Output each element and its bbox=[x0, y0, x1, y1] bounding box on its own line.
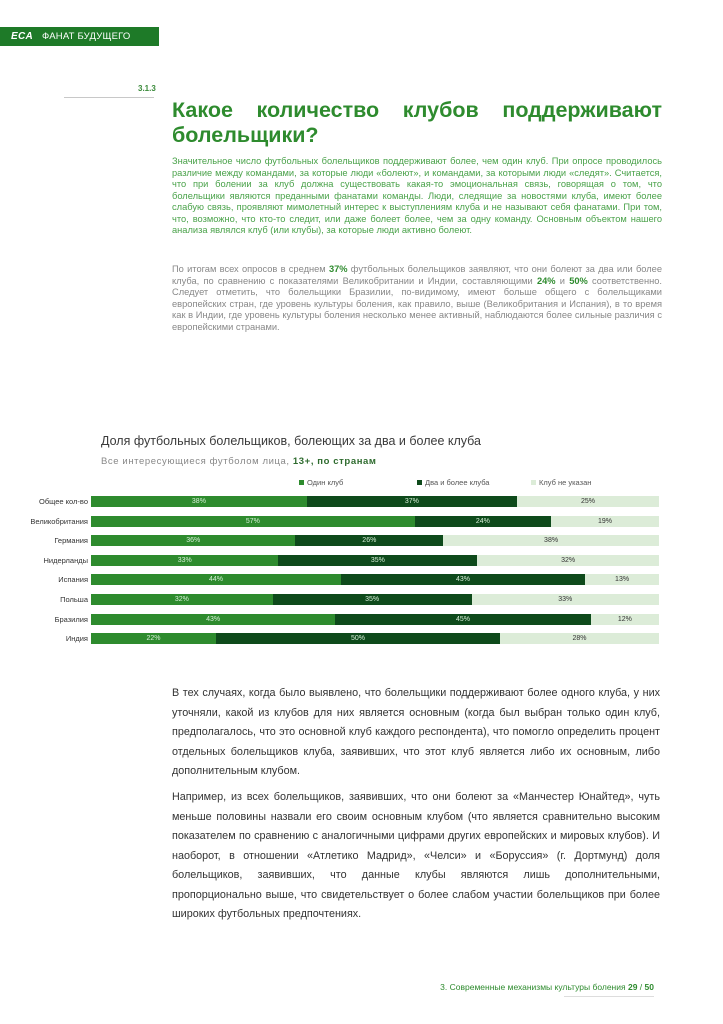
data-label: 28% bbox=[572, 635, 587, 643]
bar-segment-3 bbox=[472, 594, 659, 605]
category-label: Общее кол-во bbox=[39, 497, 88, 506]
data-label: 36% bbox=[186, 537, 201, 545]
chart-row bbox=[0, 535, 723, 547]
chart-row bbox=[0, 633, 723, 645]
bar-segment-1 bbox=[91, 535, 295, 546]
data-label: 37% bbox=[404, 498, 419, 505]
legend-item-3 bbox=[531, 478, 591, 487]
data-label: 57% bbox=[245, 517, 260, 525]
page-footer: 3. Современные механизмы культуры боления 29 / 50 bbox=[440, 982, 654, 992]
legend-item-2 bbox=[417, 478, 489, 487]
bar-segment-2 bbox=[216, 633, 500, 644]
data-label: 25% bbox=[580, 498, 595, 505]
section-divider bbox=[64, 97, 154, 98]
chart-row bbox=[0, 516, 723, 528]
chart-row bbox=[0, 594, 723, 606]
data-label: 44% bbox=[208, 576, 223, 584]
header-title: ФАНАТ БУДУЩЕГО bbox=[42, 31, 131, 42]
data-label: 43% bbox=[206, 615, 221, 623]
bar-segment-1 bbox=[91, 614, 335, 625]
summary-paragraph: По итогам всех опросов в среднем 37% футбольных болельщиков заявляют, что они болеют за два или более клуба, по сравнению с показателями Великобритании и Индии, составляющими 24% и 50% соответственно. Следует отметить, что болельщики Бразилии, по-видимому, имеют больше общего с болельщиками европейских стран, где уровень культуры боления, как правило, выше (Великобритания и Испания), в то время как в Индии, где уровень культуры боления несколько менее активный, наблюдаются более сильные различия с европейскими странами. bbox=[172, 264, 662, 332]
page-title: Какое количество клубов поддерживают болельщики? bbox=[172, 98, 662, 147]
bar-segment-1 bbox=[91, 633, 216, 644]
data-label: 13% bbox=[615, 576, 630, 584]
bar-segment-3 bbox=[551, 516, 659, 527]
stacked-bar bbox=[91, 516, 659, 527]
bar-segment-1 bbox=[91, 574, 341, 585]
bar-segment-2 bbox=[278, 555, 477, 566]
legend-swatch bbox=[531, 480, 536, 485]
category-label: Германия bbox=[54, 536, 88, 546]
stacked-bar bbox=[91, 535, 659, 546]
stacked-bar bbox=[91, 594, 659, 605]
intro-paragraph: Значительное число футбольных болельщиков поддерживают более, чем один клуб. При опросе проводилось различие между командами, за которые люди «болеют», и командами, за которыми люди «следят». Считается, что при болении за клуб должна существовать какая-то эмоциональная связь, говорящая о том, что болельщики являются преданными фанатами команды. Люди, следящие за новостями клуба, имеют более слабую связь, проявляют мимолетный интерес к выступлениям клуба и не называют себя фанатами. При том, что, возможно, что кто-то следит, или даже болеет более, чем за одну команду. Основным объектом нашего анализа являлся клуб (или клубы), за которые люди активно болеют. bbox=[172, 156, 662, 235]
data-label: 35% bbox=[370, 556, 385, 564]
data-label: 26% bbox=[362, 537, 377, 545]
bar-segment-3 bbox=[443, 535, 659, 546]
data-label: 38% bbox=[544, 537, 559, 545]
stacked-bar bbox=[91, 555, 659, 566]
stacked-bar bbox=[91, 574, 659, 585]
data-label: 32% bbox=[174, 596, 189, 603]
data-label: 45% bbox=[456, 615, 471, 623]
category-label: Великобритания bbox=[30, 516, 88, 526]
legend-swatch bbox=[417, 480, 422, 485]
bar-segment-1 bbox=[91, 516, 415, 527]
body-paragraph-1: В тех случаях, когда было выявлено, что болельщики поддерживают более одного клуба, у них уточняли, какой из клубов для них является основным (когда был выбран только один клуб, предполагалось, что это основной клуб каждого респондента), что помогло определить процент отдельных болельщиков клуба, заявивших, что этот клуб является либо их основным, либо дополнительным клубом. bbox=[172, 687, 660, 777]
category-label: Бразилия bbox=[54, 614, 88, 624]
data-label: 33% bbox=[177, 556, 192, 564]
category-label: Польша bbox=[60, 595, 88, 604]
data-label: 35% bbox=[365, 596, 380, 603]
bar-segment-2 bbox=[307, 496, 517, 507]
legend-label: Два и более клуба bbox=[425, 478, 490, 487]
bar-segment-2 bbox=[273, 594, 472, 605]
header-bar bbox=[0, 27, 159, 46]
legend-swatch bbox=[299, 480, 304, 485]
category-label: Нидерланды bbox=[43, 555, 88, 565]
body-paragraph-2: Например, из всех болельщиков, заявивших, что они болеют за «Манчестер Юнайтед», чуть меньше половины назвали его своим основным клубом (что является сравнительно высоким показателем по сравнению с аналогичными цифрами других европейских и мировых клубов). И наоборот, в отношении «Атлетико Мадрид», «Челси» и «Боруссия» (г. Дортмунд) доля болельщиков, заявивших, что данные клубы являются лишь дополнительными, пропорционально выше, что свидетельствует о более слабом участии болельщиков при более широких футбольных предпочтениях. bbox=[172, 791, 660, 920]
bar-segment-2 bbox=[335, 614, 591, 625]
bar-segment-2 bbox=[415, 516, 551, 527]
category-label: Индия bbox=[65, 634, 88, 644]
bar-segment-3 bbox=[591, 614, 659, 625]
bar-segment-2 bbox=[341, 574, 585, 585]
section-number: 3.1.3 bbox=[138, 84, 156, 93]
chart-title: Доля футбольных болельщиков, болеющих за два и более клуба bbox=[101, 434, 481, 448]
data-label: 50% bbox=[350, 635, 365, 643]
bar-segment-1 bbox=[91, 555, 278, 566]
bar-segment-3 bbox=[500, 633, 659, 644]
bar-segment-3 bbox=[517, 496, 659, 507]
stacked-bar bbox=[91, 614, 659, 625]
data-label: 32% bbox=[561, 556, 576, 564]
bar-segment-2 bbox=[295, 535, 443, 546]
data-label: 43% bbox=[456, 576, 471, 584]
stacked-bar bbox=[91, 496, 659, 507]
chart-row bbox=[0, 614, 723, 626]
bar-segment-3 bbox=[477, 555, 659, 566]
chart-legend bbox=[299, 478, 659, 490]
legend-item-1 bbox=[299, 478, 343, 487]
data-label: 19% bbox=[598, 517, 613, 525]
eca-logo: ECA bbox=[11, 31, 34, 42]
footer-divider bbox=[564, 996, 654, 997]
data-label: 22% bbox=[146, 635, 161, 643]
data-label: 33% bbox=[558, 596, 573, 603]
bar-segment-1 bbox=[91, 594, 273, 605]
chart-row bbox=[0, 555, 723, 567]
chart-row bbox=[0, 574, 723, 586]
stacked-bar bbox=[91, 633, 659, 644]
category-label: Испания bbox=[58, 575, 88, 585]
data-label: 12% bbox=[617, 615, 632, 623]
data-label: 24% bbox=[475, 517, 490, 525]
chart-row bbox=[0, 496, 723, 508]
legend-label: Клуб не указан bbox=[539, 478, 592, 487]
legend-label: Один клуб bbox=[307, 478, 344, 487]
bar-segment-1 bbox=[91, 496, 307, 507]
data-label: 38% bbox=[191, 498, 206, 505]
chart-subtitle: Все интересующиеся футболом лица, 13+, по странам bbox=[101, 456, 377, 467]
bar-segment-3 bbox=[585, 574, 659, 585]
